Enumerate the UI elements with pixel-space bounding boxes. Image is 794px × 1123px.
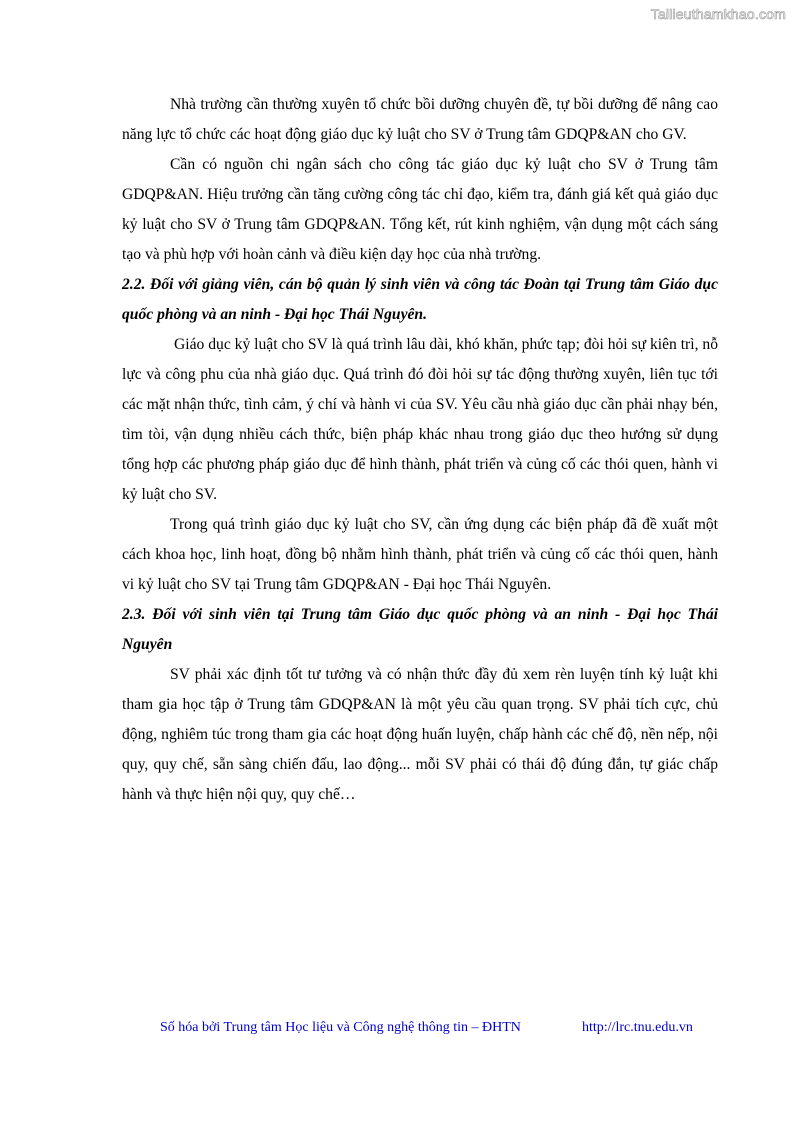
- paragraph: Nhà trường cần thường xuyên tổ chức bồi dưỡng chuyên đề, tự bồi dưỡng để nâng cao năng lực tổ chức các hoạt động giáo dục kỷ luật cho SV ở Trung tâm GDQP&AN cho GV.: [122, 96, 718, 143]
- document-body: [122, 90, 718, 810]
- footer-credit: Số hóa bởi Trung tâm Học liệu và Công nghệ thông tin – ĐHTN: [160, 1020, 521, 1035]
- paragraph: Trong quá trình giáo dục kỷ luật cho SV, cần ứng dụng các biện pháp đã đề xuất một cách khoa học, linh hoạt, đồng bộ nhằm hình thành, phát triển và củng cố các thói quen, hành vi kỷ luật cho SV tại Trung tâm GDQP&AN - Đại học Thái Nguyên.: [122, 516, 718, 593]
- footer-link[interactable]: http://lrc.tnu.edu.vn: [582, 1020, 693, 1035]
- section-heading: 2.2. Đối với giảng viên, cán bộ quản lý sinh viên và công tác Đoàn tại Trung tâm Giáo dục quốc phòng và an ninh - Đại học Thái Nguyên.: [122, 276, 718, 323]
- watermark: Tailieuthamkhao.com: [650, 6, 786, 22]
- paragraph: Giáo dục kỷ luật cho SV là quá trình lâu dài, khó khăn, phức tạp; đòi hỏi sự kiên trì, nỗ lực và công phu của nhà giáo dục. Quá trình đó đòi hỏi sự tác động thường xuyên, liên tục tới các mặt nhận thức, tình cảm, ý chí và hành vi của SV. Yêu cầu nhà giáo dục cần phải nhạy bén, tìm tòi, vận dụng nhiều cách thức, biện pháp khác nhau trong giáo dục theo hướng sử dụng tổng hợp các phương pháp giáo dục để hình thành, phát triển và củng cố các thói quen, hành vi kỷ luật cho SV.: [122, 336, 718, 503]
- paragraph: SV phải xác định tốt tư tưởng và có nhận thức đầy đủ xem rèn luyện tính kỷ luật khi tham gia học tập ở Trung tâm GDQP&AN là một yêu cầu quan trọng. SV phải tích cực, chủ động, nghiêm túc trong tham gia các hoạt động huấn luyện, chấp hành các chế độ, nền nếp, nội quy, quy chế, sẵn sàng chiến đấu, lao động... mỗi SV phải có thái độ đúng đắn, tự giác chấp hành và thực hiện nội quy, quy chế…: [122, 666, 718, 803]
- paragraph: Cần có nguồn chi ngân sách cho công tác giáo dục kỷ luật cho SV ở Trung tâm GDQP&AN. Hiệu trưởng cần tăng cường công tác chỉ đạo, kiểm tra, đánh giá kết quả giáo dục kỷ luật cho SV ở Trung tâm GDQP&AN. Tổng kết, rút kinh nghiệm, vận dụng một cách sáng tạo và phù hợp với hoàn cảnh và điều kiện dạy học của nhà trường.: [122, 156, 718, 263]
- section-heading: 2.3. Đối với sinh viên tại Trung tâm Giáo dục quốc phòng và an ninh - Đại học Thái Nguyên: [122, 606, 718, 653]
